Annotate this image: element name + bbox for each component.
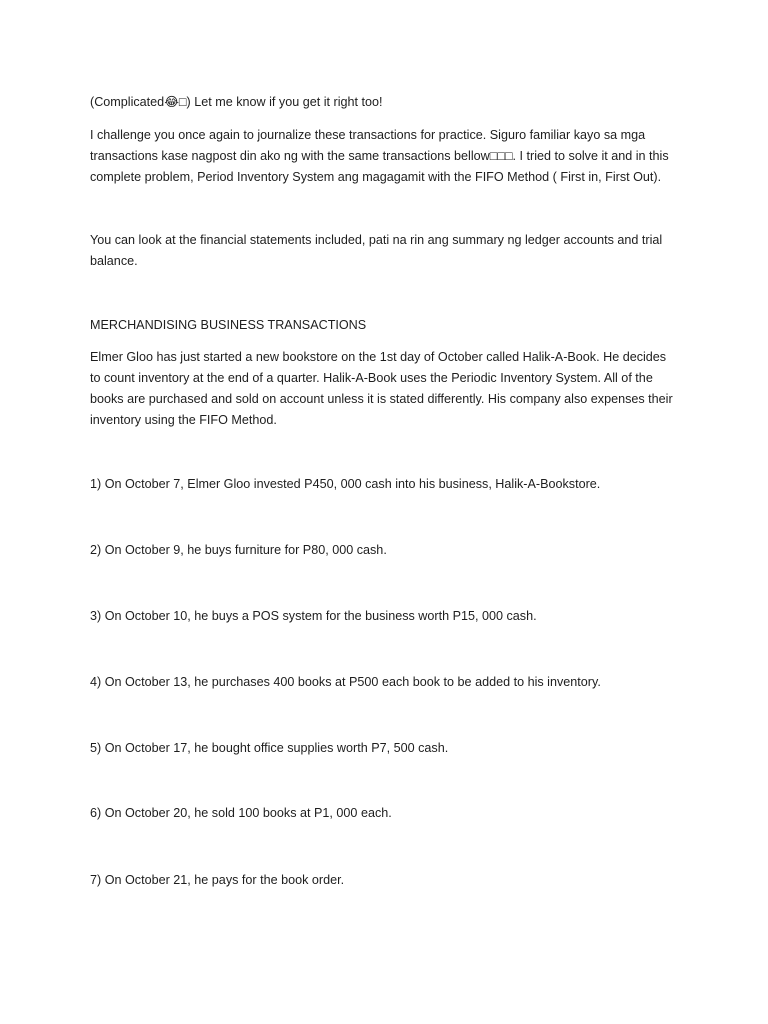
scenario-line: books are purchased and sold on account unless it is stated differently. His company also expenses their	[90, 392, 673, 406]
transaction-item	[90, 606, 690, 627]
transaction-text: 5) On October 17, he bought office supplies worth P7, 500 cash.	[90, 741, 449, 755]
challenge-line: I challenge you once again to journalize these transactions for practice. Siguro familiar kayo sa mga	[90, 128, 646, 142]
transaction-item	[90, 738, 690, 759]
transaction-text: 2) On October 9, he buys furniture for P80, 000 cash.	[90, 543, 387, 557]
transaction-item	[90, 870, 690, 891]
transaction-text: 7) On October 21, he pays for the book order.	[90, 873, 345, 887]
transaction-text: 4) On October 13, he purchases 400 books at P500 each book to be added to his inventory.	[90, 675, 601, 689]
transaction-item	[90, 540, 690, 561]
statements-line: balance.	[90, 254, 138, 268]
scenario-line: to count inventory at the end of a quarter. Halik-A-Book uses the Periodic Inventory System. All of the	[90, 371, 653, 385]
transaction-text: 3) On October 10, he buys a POS system for the business worth P15, 000 cash.	[90, 609, 537, 623]
challenge-paragraph	[90, 125, 690, 188]
transaction-item	[90, 672, 690, 693]
transaction-text: 6) On October 20, he sold 100 books at P1, 000 each.	[90, 806, 392, 820]
statements-paragraph	[90, 230, 690, 272]
challenge-line: transactions kase nagpost din ako ng with the same transactions bellow□□□. I tried to solve it and in this	[90, 149, 669, 163]
transaction-item	[90, 803, 690, 824]
section-heading-text: MERCHANDISING BUSINESS TRANSACTIONS	[90, 318, 367, 332]
scenario-paragraph	[90, 347, 690, 431]
scenario-line: inventory using the FIFO Method.	[90, 413, 277, 427]
transaction-text: 1) On October 7, Elmer Gloo invested P450, 000 cash into his business, Halik-A-Bookstore.	[90, 477, 601, 491]
scenario-line: Elmer Gloo has just started a new bookstore on the 1st day of October called Halik-A-Book. He decides	[90, 350, 667, 364]
section-heading	[90, 315, 690, 336]
intro-text: (Complicated😂□) Let me know if you get it right too!	[90, 95, 383, 109]
challenge-line: complete problem, Period Inventory System ang magagamit with the FIFO Method ( First in, First Out).	[90, 170, 662, 184]
intro-line	[90, 92, 690, 113]
transaction-item	[90, 474, 690, 495]
statements-line: You can look at the financial statements included, pati na rin ang summary ng ledger accounts and trial	[90, 233, 663, 247]
